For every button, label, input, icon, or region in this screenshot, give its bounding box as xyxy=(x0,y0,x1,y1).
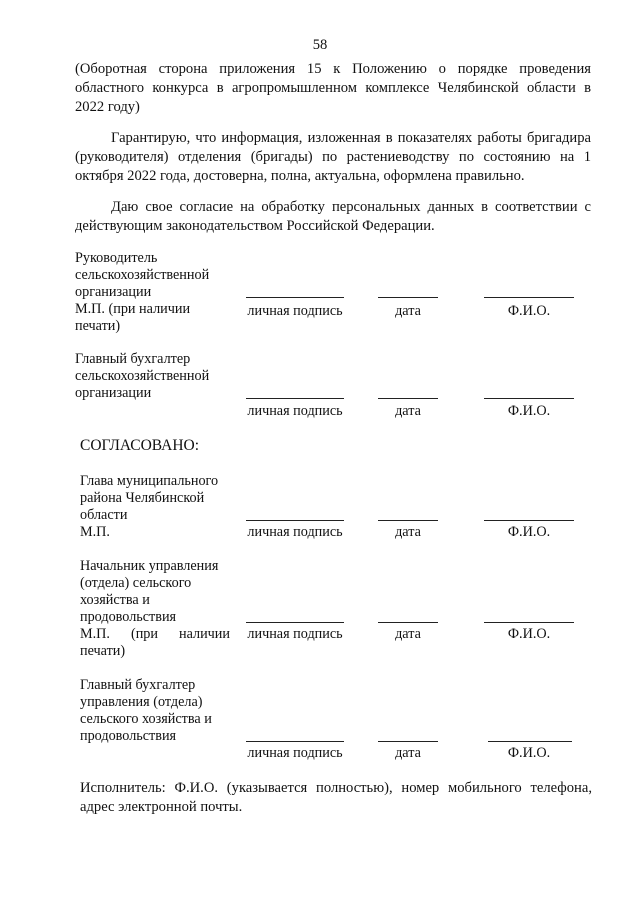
executor-note: Исполнитель: Ф.И.О. (указывается полностью), номер мобильного телефона, адрес электронной почты. xyxy=(80,780,592,815)
approver-title-line: Начальник управления xyxy=(80,558,219,574)
date-caption: дата xyxy=(395,303,421,319)
fio-caption: Ф.И.О. xyxy=(507,745,551,761)
date-line xyxy=(378,520,438,521)
signature-caption: личная подпись xyxy=(247,303,343,319)
approver-title-line: управления (отдела) xyxy=(80,694,203,710)
date-line xyxy=(378,398,438,399)
fio-line xyxy=(488,741,572,742)
stamp-note: М.П. (при наличии печати) xyxy=(75,301,191,334)
signature-line xyxy=(246,520,344,521)
approver-block-head-of-department xyxy=(80,558,230,660)
date-line xyxy=(378,297,438,298)
signer-block-head xyxy=(75,250,225,335)
stamp-note: М.П. (при наличии печати) xyxy=(80,626,230,659)
signature-line xyxy=(246,741,344,742)
page-number: 58 xyxy=(312,37,328,53)
signer-title-line: организации xyxy=(75,385,152,401)
signer-title-line: Главный бухгалтер xyxy=(75,351,191,367)
signature-caption: личная подпись xyxy=(247,626,343,642)
approver-title-line: продовольствия xyxy=(80,728,177,744)
fio-caption: Ф.И.О. xyxy=(507,626,551,642)
date-caption: дата xyxy=(395,626,421,642)
approver-title-line: Глава муниципального xyxy=(80,473,219,489)
approver-title-line: продовольствия xyxy=(80,609,177,625)
date-line xyxy=(378,741,438,742)
fio-line xyxy=(484,622,574,623)
consent-paragraph: Даю свое согласие на обработку персональных данных в соответствии с действующим законодательством Российской Федерации. xyxy=(75,199,591,234)
date-line xyxy=(378,622,438,623)
fio-caption: Ф.И.О. xyxy=(507,403,551,419)
stamp-note: М.П. xyxy=(80,524,110,540)
signer-title-line: Руководитель xyxy=(75,250,158,266)
fio-caption: Ф.И.О. xyxy=(507,524,551,540)
fio-caption: Ф.И.О. xyxy=(507,303,551,319)
signature-line xyxy=(246,297,344,298)
date-caption: дата xyxy=(395,745,421,761)
fio-line xyxy=(484,297,574,298)
signature-line xyxy=(246,622,344,623)
signer-title-line: сельскохозяйственной xyxy=(75,267,210,283)
signer-title-line: организации xyxy=(75,284,152,300)
approver-title-line: района Челябинской xyxy=(80,490,205,506)
signature-caption: личная подпись xyxy=(247,403,343,419)
signature-caption: личная подпись xyxy=(247,745,343,761)
signature-caption: личная подпись xyxy=(247,524,343,540)
fio-line xyxy=(484,520,574,521)
date-caption: дата xyxy=(395,403,421,419)
approver-title-line: хозяйства и xyxy=(80,592,150,608)
signature-line xyxy=(246,398,344,399)
fio-line xyxy=(484,398,574,399)
guarantee-paragraph: Гарантирую, что информация, изложенная в показателях работы бригадира (руководителя) отделения (бригады) по растениеводству по состоянию на 1 октября 2022 года, достоверна, полна, актуальна, оформлена правильно. xyxy=(75,130,591,184)
approver-block-head-of-district xyxy=(80,473,235,541)
approver-title-line: (отдела) сельского xyxy=(80,575,192,591)
approver-block-chief-accountant xyxy=(80,677,240,745)
appendix-header: (Оборотная сторона приложения 15 к Положению о порядке проведения областного конкурса в агропромышленном комплексе Челябинской области в 2022 году) xyxy=(75,61,591,115)
approver-title-line: области xyxy=(80,507,128,523)
signer-block-accountant xyxy=(75,351,235,402)
date-caption: дата xyxy=(395,524,421,540)
approver-title-line: Главный бухгалтер xyxy=(80,677,196,693)
approved-heading: СОГЛАСОВАНО: xyxy=(80,437,200,454)
approver-title-line: сельского хозяйства и xyxy=(80,711,212,727)
signer-title-line: сельскохозяйственной xyxy=(75,368,210,384)
